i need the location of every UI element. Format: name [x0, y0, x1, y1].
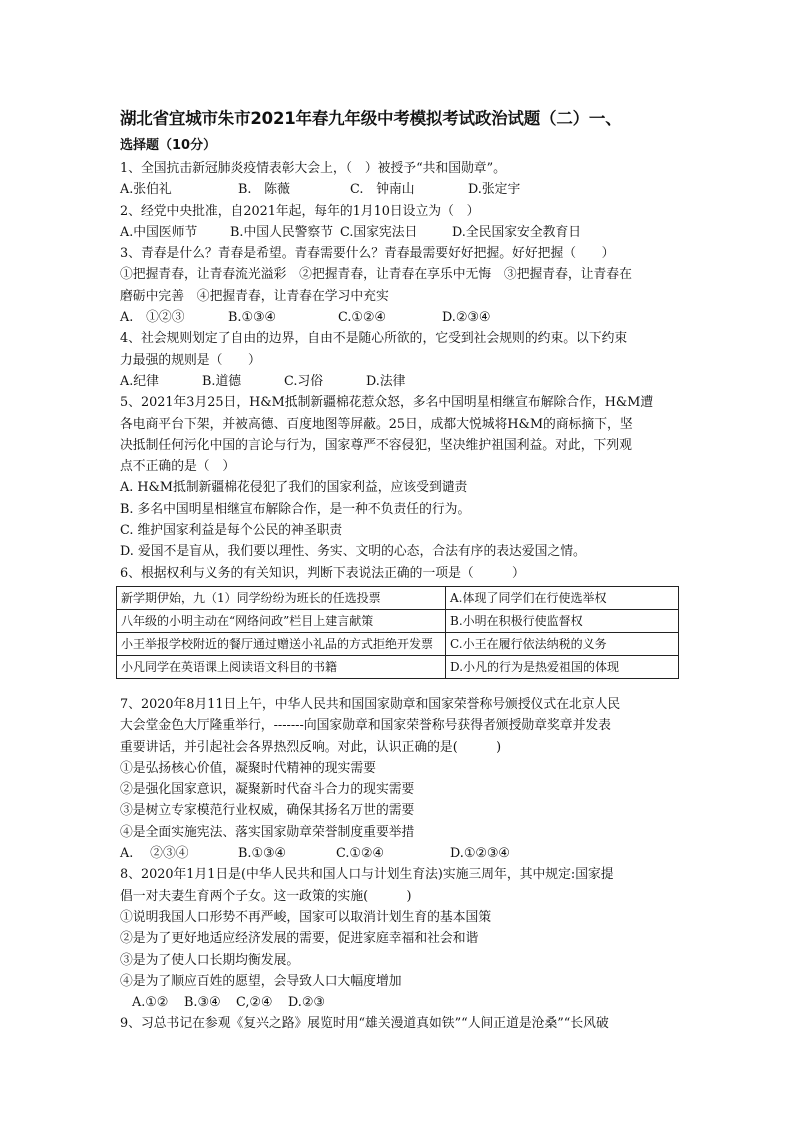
option-a: A. ①②③ [120, 310, 185, 326]
table-cell: 新学期伊始，九（1）同学纷纷为班长的任选投票 [117, 587, 446, 610]
question-6-table [116, 586, 679, 679]
page-title: 湖北省宜城市朱市2021年春九年级中考模拟考试政治试题（二）一、 [120, 109, 622, 128]
question-8-statement: ①说明我国人口形势不再严峻，国家可以取消计划生育的基本国策 [120, 909, 492, 925]
question-5-line: 点不正确的是（ ） [120, 459, 236, 475]
question-7-statement: ②是强化国家意识，凝聚新时代奋斗合力的现实需要 [120, 782, 415, 798]
table-row [117, 633, 679, 656]
table-cell: B.小明在积极行使监督权 [446, 610, 679, 633]
question-5-option-c: C. 维护国家利益是每个公民的神圣职责 [120, 523, 343, 539]
option-b: B.①③④ [238, 846, 286, 862]
table-cell: 八年级的小明主动在“网络问政”栏目上建言献策 [117, 610, 446, 633]
table-cell: C.小王在履行依法纳税的义务 [446, 633, 679, 656]
question-5-line: 5、2021年3月25日，H&M抵制新疆棉花惹众怒，多名中国明星相继宣布解除合作，H&M遭 [120, 395, 654, 411]
question-3-line: 3、青春是什么？青春是希望。青春需要什么？青春最需要好好把握。好好把握（ ） [120, 246, 615, 262]
option-d: D.②③④ [442, 310, 491, 326]
question-1-options [120, 179, 680, 200]
question-3-options [120, 307, 680, 328]
question-7-statement: ①是弘扬核心价值，凝聚时代精神的现实需要 [120, 760, 376, 776]
table-row [117, 656, 679, 679]
option-a: A.中国医师节 [120, 224, 198, 240]
option-c: C,②④ [236, 995, 273, 1011]
option-d: D.法律 [366, 373, 406, 389]
question-4-line: 4、社会规则划定了自由的边界，自由不是随心所欲的，它受到社会规则的约束。以下约束 [120, 331, 628, 347]
question-7-options [120, 843, 680, 864]
question-9-stem: 9、习总书记在参观《复兴之路》展览时用“雄关漫道真如铁”“人间正道是沧桑”“长风破 [120, 1016, 609, 1032]
table-cell: 小凡同学在英语课上阅读语文科目的书籍 [117, 656, 446, 679]
question-5-line: 决抵制任何污化中国的言论与行为，国家尊严不容侵犯，坚决维护祖国利益。对此，下列观 [120, 437, 632, 453]
option-b: B.①③④ [228, 310, 276, 326]
question-8-statement: ②是为了更好地适应经济发展的需要，促进家庭幸福和社会和谐 [120, 931, 479, 947]
option-a: A.纪律 [120, 373, 159, 389]
question-7-statement: ③是树立专家模范行业权威，确保其扬名万世的需要 [120, 803, 415, 819]
option-c: C. 钟南山 [350, 182, 415, 198]
question-5-option-a: A. H&M抵制新疆棉花侵犯了我们的国家利益，应该受到谴责 [120, 480, 468, 496]
option-c: C.①②④ [336, 846, 384, 862]
table-cell: 小王举报学校附近的餐厅通过赠送小礼品的方式拒绝开发票 [117, 633, 446, 656]
option-a: A. ②③④ [120, 846, 189, 862]
option-d: D.①②③④ [450, 846, 510, 862]
questions-1-to-6 [120, 158, 680, 584]
question-8-line: 8、2020年1月1日是(中华人民共和国人口与计划生育法)实施三周年，其中规定:国家提 [120, 867, 614, 883]
question-8-line: 倡一对夫妻生育两个子女。这一政策的实施( ) [120, 888, 412, 904]
option-c: C.习俗 [284, 373, 323, 389]
option-c: C.国家宪法日 [340, 224, 418, 240]
question-6-stem: 6、根据权利与义务的有关知识，判断下表说法正确的一项是（ ） [120, 565, 525, 581]
question-2-options [120, 222, 680, 243]
question-5-option-b: B. 多名中国明星相继宣布解除合作，是一种不负责任的行为。 [120, 501, 471, 517]
question-3-line: 磨砺中完善 ④把握青春，让青春在学习中充实 [120, 288, 389, 304]
question-7-statement: ④是全面实施宪法、落实国家勋章荣誉制度重要举措 [120, 824, 415, 840]
question-7-line: 重要讲话，并引起社会各界热烈反响。对此，认识正确的是( ) [120, 739, 502, 755]
option-d: D.全民国家安全教育日 [452, 224, 582, 240]
question-8-statement: ③是为了使人口长期均衡发展。 [120, 952, 300, 968]
question-4-options [120, 371, 680, 392]
option-d: D.②③ [288, 995, 325, 1011]
table-cell: D.小凡的行为是热爱祖国的体现 [446, 656, 679, 679]
question-5-option-d: D. 爱国不是盲从，我们要以理性、务实、文明的心态，合法有序的表达爱国之情。 [120, 544, 586, 560]
question-8-statement: ④是为了顺应百姓的愿望，会导致人口大幅度增加 [120, 973, 402, 989]
question-7-line: 7、2020年8月11日上午，中华人民共和国国家勋章和国家荣誉称号颁授仪式在北京人民 [120, 697, 621, 712]
option-d: D.张定宇 [468, 182, 521, 198]
option-a: A.①② [132, 995, 169, 1011]
question-3-line: ①把握青春，让青春流光溢彩 ②把握青春，让青春在享乐中无悔 ③把握青春，让青春在 [120, 267, 632, 283]
question-2-stem: 2、经党中央批准，自2021年起，每年的1月10日设立为（ ） [120, 203, 480, 219]
option-b: B. 陈薇 [238, 182, 290, 198]
option-b: B.中国人民警察节 [230, 224, 334, 240]
option-a: A.张伯礼 [120, 182, 172, 198]
question-8-options [120, 992, 680, 1013]
question-4-line: 力最强的规则是（ ） [120, 352, 261, 368]
question-1-stem: 1、全国抗击新冠肺炎疫情表彰大会上，（ ）被授予“共和国勋章”。 [120, 161, 506, 176]
question-7-line: 大会堂金色大厅隆重举行，-------向国家勋章和国家荣誉称号获得者颁授勋章奖章并发表 [120, 718, 611, 734]
table-row [117, 610, 679, 633]
option-b: B.③④ [184, 995, 221, 1011]
option-c: C.①②④ [338, 310, 386, 326]
table-cell: A.体现了同学们在行使选举权 [446, 587, 679, 610]
section-heading: 选择题（10分） [120, 138, 217, 153]
option-b: B.道德 [202, 373, 242, 389]
questions-7-to-9 [120, 694, 680, 1035]
table-row [117, 587, 679, 610]
question-5-line: 各电商平台下架，并被高德、百度地图等屏蔽。25日，成都大悦城将H&M的商标摘下，坚 [120, 416, 633, 432]
